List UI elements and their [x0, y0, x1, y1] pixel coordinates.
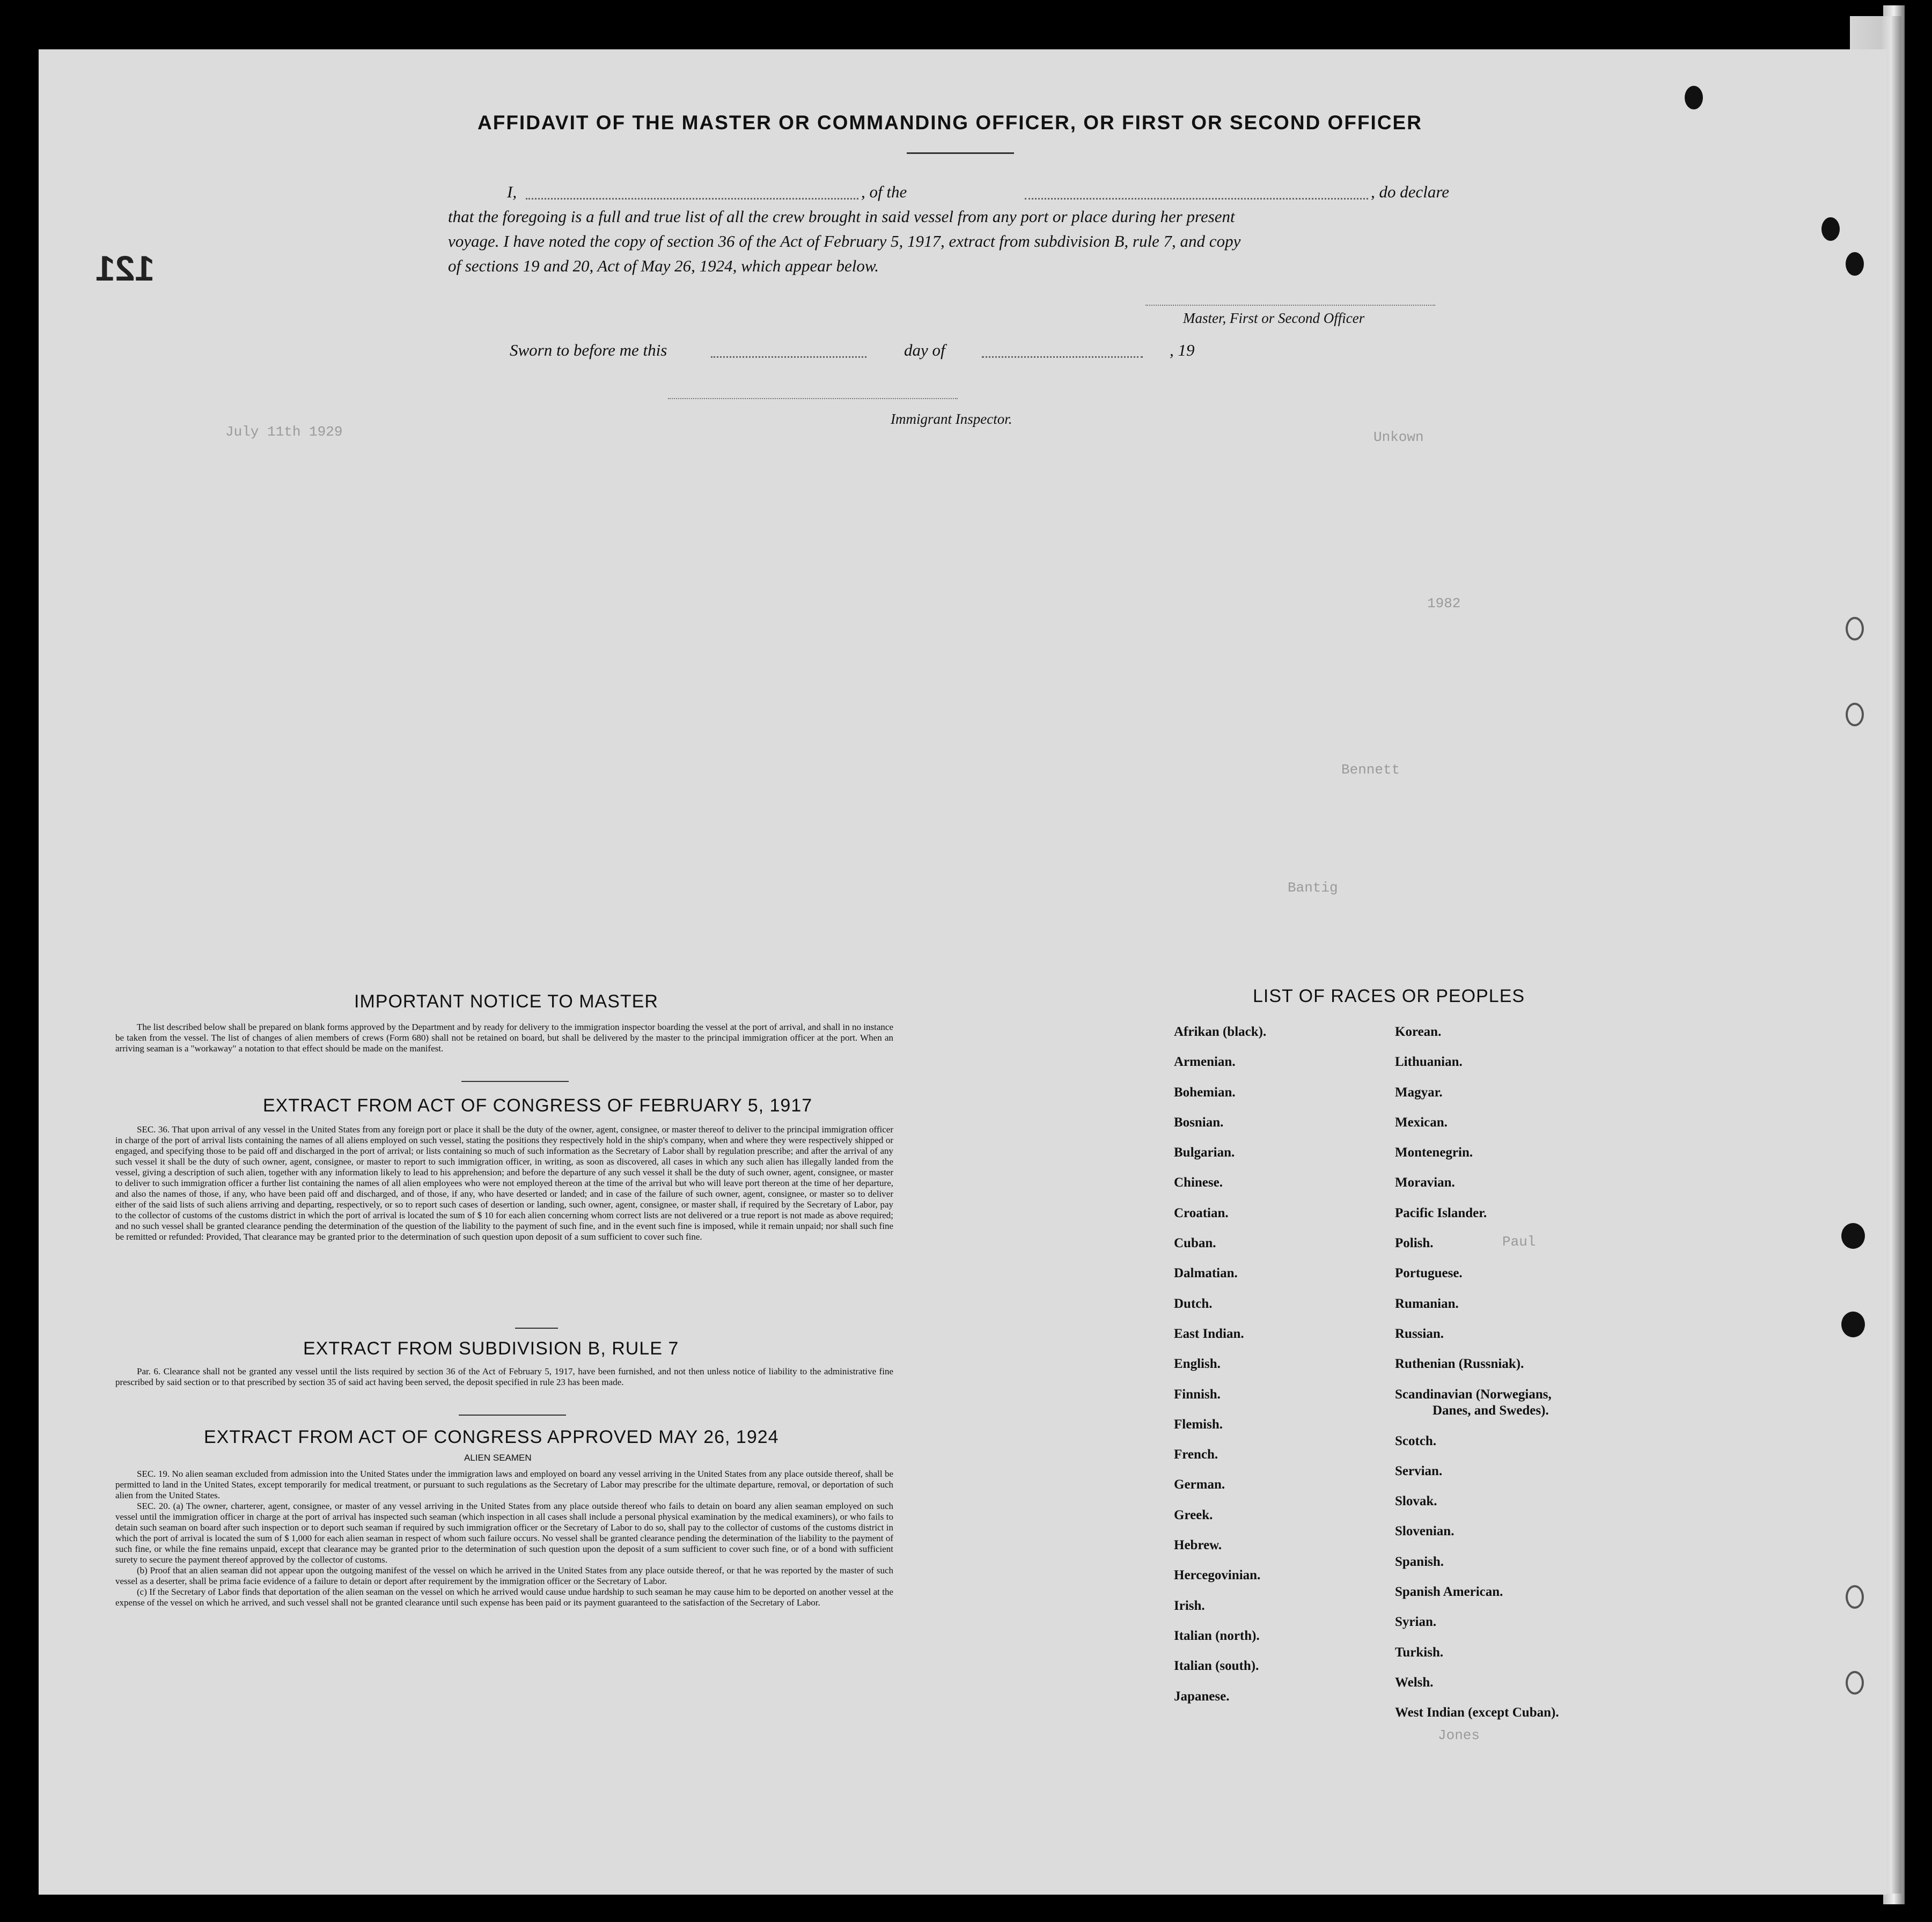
document-page: [39, 49, 1887, 1895]
race-item: English.: [1174, 1357, 1221, 1372]
race-item: Irish.: [1174, 1598, 1205, 1613]
race-item: Moravian.: [1395, 1175, 1455, 1190]
notice-title: IMPORTANT NOTICE TO MASTER: [354, 991, 658, 1012]
binder-hole: [1846, 1671, 1864, 1695]
race-item: Greek.: [1174, 1507, 1213, 1522]
race-item: Japanese.: [1174, 1689, 1230, 1704]
extract-1917-title: EXTRACT FROM ACT OF CONGRESS OF FEBRUARY 5, 1917: [263, 1095, 813, 1116]
binder-hole: [1841, 1223, 1865, 1249]
race-item: Spanish.: [1395, 1554, 1444, 1569]
race-item: Italian (north).: [1174, 1628, 1260, 1643]
extract-1924-subtitle: ALIEN SEAMEN: [464, 1453, 532, 1463]
race-item: Dalmatian.: [1174, 1266, 1238, 1281]
extract-rule7-title: EXTRACT FROM SUBDIVISION B, RULE 7: [303, 1338, 679, 1359]
vessel-field: [1025, 198, 1368, 200]
race-item: Dutch.: [1174, 1296, 1213, 1311]
binder-hole: [1846, 703, 1864, 726]
race-item: German.: [1174, 1477, 1225, 1492]
race-item: Turkish.: [1395, 1645, 1444, 1660]
race-item: Montenegrin.: [1395, 1145, 1473, 1160]
notice-body: The list described below shall be prepared on blank forms approved by the Department and by ready for delivery to the immigration inspector boarding the vessel at the port of arrival, and shall in no instance be taken from the vessel. The list of changes of alien members of crews (Form 680) shall not be retained on board, but shall be delivered by the master to the principal immigration officer at the port. When an arriving seaman is a "workaway" a notation to that effect should be made on the manifest.: [115, 1022, 893, 1054]
race-item: Chinese.: [1174, 1175, 1223, 1190]
affidavit-line3: voyage. I have noted the copy of section 36 of the Act of February 5, 1917, extract from subdivision B, rule 7, and copy: [448, 232, 1241, 251]
race-item: Cuban.: [1174, 1236, 1216, 1251]
races-title: LIST OF RACES OR PEOPLES: [1253, 986, 1525, 1006]
affidavit-line4: of sections 19 and 20, Act of May 26, 1924, which appear below.: [448, 256, 879, 275]
race-item: East Indian.: [1174, 1326, 1244, 1341]
affidavit-body: [448, 180, 1478, 278]
race-item: Polish.: [1395, 1236, 1434, 1251]
sworn-text: Sworn to before me this: [510, 341, 667, 359]
year-text: , 19: [1170, 341, 1195, 359]
race-item: Mexican.: [1395, 1115, 1448, 1130]
race-item: Spanish American.: [1395, 1585, 1503, 1600]
race-item: Croatian.: [1174, 1205, 1229, 1220]
binder-hole: [1685, 86, 1703, 109]
race-item: Russian.: [1395, 1326, 1444, 1341]
race-item: Slovenian.: [1395, 1524, 1454, 1539]
race-item: Slovak.: [1395, 1494, 1437, 1509]
affidavit-title: AFFIDAVIT OF THE MASTER OR COMMANDING OFFICER, OR FIRST OR SECOND OFFICER: [478, 112, 1422, 134]
extract-1924-body: [115, 1469, 893, 1608]
race-item: Korean.: [1395, 1025, 1442, 1039]
binder-hole: [1846, 1585, 1864, 1609]
race-item: Lithuanian.: [1395, 1055, 1463, 1070]
month-field: [982, 356, 1143, 358]
race-item: Armenian.: [1174, 1055, 1236, 1070]
affidavit-of: , of the: [861, 182, 907, 201]
affidavit-line2: that the foregoing is a full and true list of all the crew brought in said vessel from any port or place during her present: [448, 207, 1235, 226]
sec-20b: (b) Proof that an alien seaman did not appear upon the outgoing manifest of the vessel on which he arrived in the United States from any place outside thereof, or that he was reported by the master of such vessel as a deserter, shall be prima facie evidence of a failure to detain or deport after requirement by the immigration officer or the Secretary of Labor.: [115, 1565, 893, 1586]
race-item: Bulgarian.: [1174, 1145, 1235, 1160]
inspector-signature-line: [668, 398, 958, 399]
sec-20a: SEC. 20. (a) The owner, charterer, agent, consignee, or master of any vessel arriving in the United States from any place outside thereof who fails to detain on board any alien seaman employed on such vessel until the immigration officer in charge at the port of arrival has inspected such seaman (which inspection in all cases shall include a personal physical examination by the medical examiners), or who fails to detain such seaman on board after such inspection or to deport such seaman if required by such immigration officer or the Secretary of Labor to do so, shall pay to the collector of customs of the customs district in which the port of arrival is located the sum of $ 1,000 for each alien seaman in respect of whom such failure occurs. No vessel shall be granted clearance pending the determination of the liability to the payment of such fine, or while the fine remains unpaid, except that clearance may be granted prior to the determination of such question upon the deposit of a sum sufficient to cover such fine, or of a bond with sufficient surety to secure the payment thereof approved by the collector of customs.: [115, 1501, 893, 1565]
divider: [461, 1081, 569, 1082]
race-item: Portuguese.: [1395, 1266, 1463, 1281]
day-of-text: day of: [904, 341, 945, 359]
race-item: Bosnian.: [1174, 1115, 1224, 1130]
divider: [515, 1328, 558, 1329]
race-item: Scotch.: [1395, 1433, 1437, 1448]
affidavit-declare: , do declare: [1371, 182, 1450, 201]
race-item: Pacific Islander.: [1395, 1205, 1487, 1220]
race-item: Finnish.: [1174, 1387, 1221, 1402]
race-item: Italian (south).: [1174, 1659, 1259, 1674]
day-field: [711, 356, 866, 358]
race-item: Welsh.: [1395, 1675, 1434, 1690]
divider: [459, 1415, 566, 1416]
name-field: [526, 198, 858, 200]
margin-number: 121: [96, 248, 155, 288]
races-list-right: [1395, 1025, 1559, 1736]
races-list-left: [1174, 1025, 1266, 1719]
race-item: Flemish.: [1174, 1417, 1223, 1432]
race-item: Scandinavian (Norwegians,: [1395, 1387, 1552, 1402]
extract-rule7-body: Par. 6. Clearance shall not be granted any vessel until the lists required by section 36 of the Act of February 5, 1917, have been furnished, and not then unless notice of liability to the administrative fine prescribed by said section or to that prescribed by section 35 of said act having been served, the deposit specified in rule 23 has been made.: [115, 1366, 893, 1387]
extract-1917-body: SEC. 36. That upon arrival of any vessel in the United States from any foreign port or place it shall be the duty of the owner, agent, consignee, or master thereof to deliver to the principal immigration officer in charge of the port of arrival lists containing the names of all aliens employed on such vessel, stating the positions they respectively hold in the ship's company, when and where they were respectively shipped or engaged, and specifying those to be paid off and discharged in the port of arrival; or lists containing so much of such information as the Secretary of Labor shall by regulation prescribe; and after the arrival of any such vessel it shall be the duty of such owner, agent, consignee, or master to report to such immigration officer, in writing, as soon as discovered, all cases in which any such alien has illegally landed from the vessel, giving a description of such alien, together with any information likely to lead to his apprehension; and before the departure of any such vessel it shall be the duty of such owner, agent, consignee, or master to deliver to such immigration officer a further list containing the names of all alien employees who were not employed thereon at the time of the arrival but who will leave port thereon at the time of her departure, and also the names of those, if any, who have been paid off and discharged, and of those, if any, who have deserted or landed; and in case of the failure of such owner, agent, consignee, or master so to deliver either of the said lists of such aliens arriving and departing, respectively, or so to report such cases of desertion or landing, such owner, agent, consignee, or master shall, if required by the Secretary of Labor, pay to the collector of customs of the customs district in which the port of arrival is located the sum of $ 10 for each alien concerning whom correct lists are not delivered or a true report is not made as above required; and no such vessel shall be granted clearance pending the determination of the question of the liability to the payment of such fine, and in the event such fine is imposed, while it remain unpaid; nor shall such fine be remitted or refunded: Provided, That clearance may be granted prior to the determination of such question upon deposit of a sum sufficient to cover such fine.: [115, 1124, 893, 1242]
race-item: Magyar.: [1395, 1085, 1443, 1100]
race-item: West Indian (except Cuban).: [1395, 1705, 1559, 1720]
sec-19: SEC. 19. No alien seaman excluded from admission into the United States under the immigration laws and employed on board any vessel arriving in the United States from any place outside thereof, shall be permitted to land in the United States, except temporarily for medical treatment, or pursuant to such regulations as the Secretary of Labor may prescribe for the ultimate departure, removal, or deportation of such alien from the United States.: [115, 1469, 893, 1500]
master-label: Master, First or Second Officer: [1183, 310, 1365, 326]
binder-hole: [1821, 217, 1840, 241]
binder-hole: [1846, 252, 1864, 276]
affidavit-i: I,: [507, 182, 517, 201]
inspector-label: Immigrant Inspector.: [891, 411, 1012, 427]
race-item: Servian.: [1395, 1463, 1443, 1478]
sec-20c: (c) If the Secretary of Labor finds that deportation of the alien seaman on the vessel on which he arrived would cause undue hardship to such seaman he may cause him to be deported on another vessel at the expense of the vessel on which he arrived, and such vessel shall not be granted clearance until such expense has been paid or its payment guaranteed to the satisfaction of the Secretary of Labor.: [115, 1587, 893, 1608]
race-item: Bohemian.: [1174, 1085, 1236, 1100]
binder-hole: [1841, 1312, 1865, 1337]
sworn-line: [510, 338, 1314, 363]
race-item: Ruthenian (Russniak).: [1395, 1357, 1524, 1372]
race-item: Rumanian.: [1395, 1296, 1459, 1311]
race-item: Hebrew.: [1174, 1538, 1222, 1553]
title-underline: [907, 152, 1014, 154]
extract-1924-title: EXTRACT FROM ACT OF CONGRESS APPROVED MAY 26, 1924: [204, 1427, 779, 1447]
race-item: Danes, and Swedes).: [1433, 1403, 1549, 1418]
race-item: Syrian.: [1395, 1615, 1437, 1630]
race-item: Afrikan (black).: [1174, 1025, 1267, 1039]
binder-hole: [1846, 617, 1864, 640]
race-item: French.: [1174, 1447, 1218, 1462]
race-item: Hercegovinian.: [1174, 1568, 1261, 1583]
